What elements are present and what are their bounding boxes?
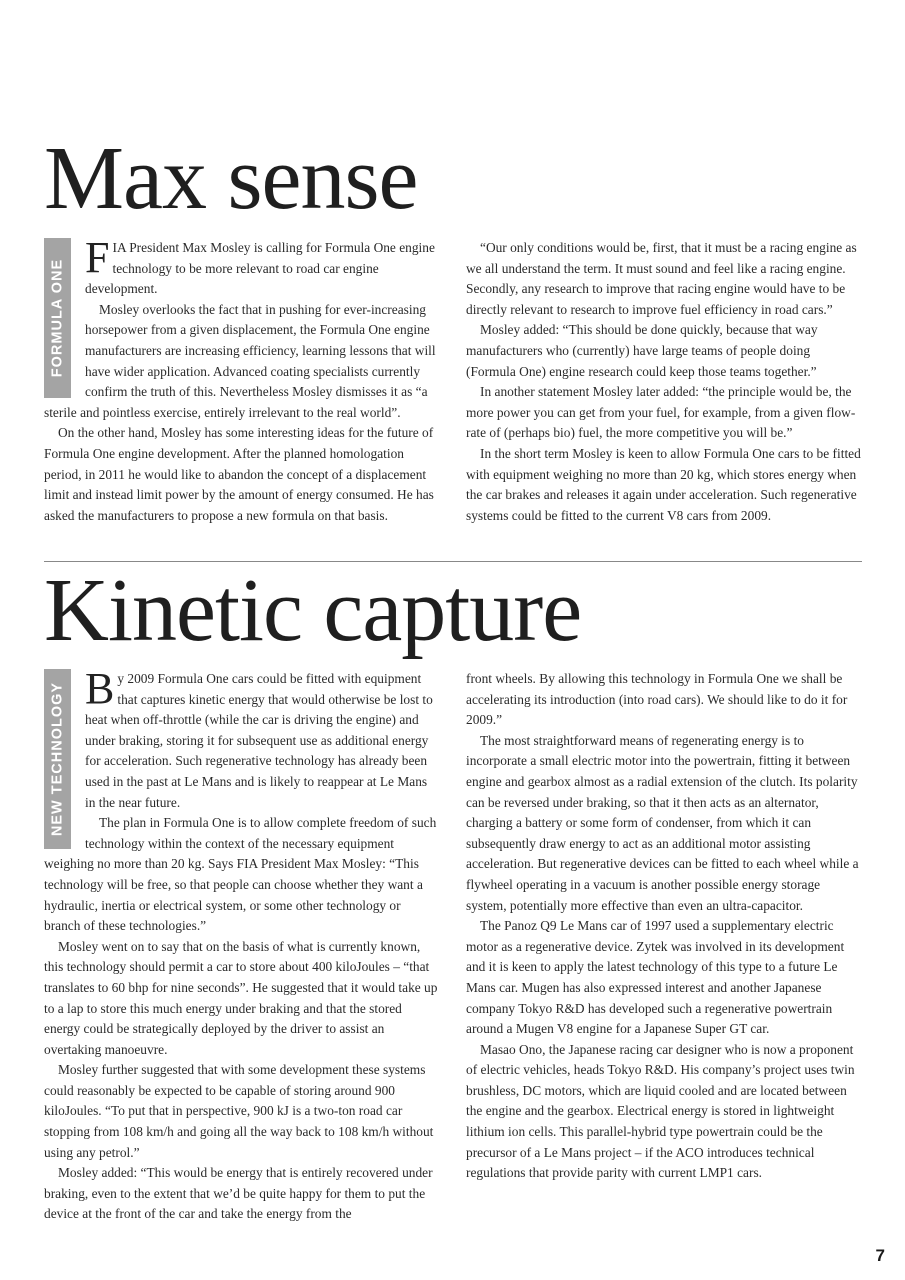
article2-left-column — [44, 664, 440, 1225]
paragraph: The most straightforward means of regenerating energy is to incorporate a small electric motor into the powertrain, fitting it between engine and gearbox almost as a radial extension of the clutch. Its polarity can be reversed under braking, so that it then acts as an alternator, charging a battery or some form of condenser, from which it can subsequently draw energy to act as an additional motor assisting acceleration. But regenerative devices can be fitted to each wheel while a flywheel operating in a vacuum is another possible energy storage system, potentially more effective than even an ultra-capacitor. — [466, 732, 859, 913]
paragraph: On the other hand, Mosley has some interesting ideas for the future of Formula One engine development. After the planned homologation period, in 2011 he would like to abandon the concept of a displacement limit and instead limit power by the amount of energy consumed. He has asked the manufacturers to propose a new formula on that basis. — [44, 425, 434, 523]
paragraph: The plan in Formula One is to allow complete freedom of such technology within the context of the necessary equipment weighing no more than 20 kg. Says FIA President Max Mosley: “This technology will be free, so that people can choose whether they want a hydraulic, inertia or electrical system, or some other technology or branch of these technologies.” — [44, 815, 437, 934]
paragraph: The Panoz Q9 Le Mans car of 1997 used a supplementary electric motor as a regenerative device. Zytek was involved in its development and it is keen to apply the latest technology of this type to a future Le Mans car. Mugen has also expressed interest and another Japanese company Tokyo R&D has developed such a regenerative powertrain around a Mugen V8 engine for a Japanese Super GT car. — [466, 918, 845, 1037]
paragraph: In the short term Mosley is keen to allow Formula One cars to be fitted with equipment weighing no more than 20 kg, which stores energy when the car brakes and releases it again under acceleration. Such regenerative systems could be fitted to the current V8 cars from 2009. — [466, 445, 861, 523]
drop-cap: F — [85, 233, 110, 282]
article1-left-column — [44, 233, 440, 526]
paragraph: front wheels. By allowing this technology in Formula One we shall be accelerating its introduction (into road cars). We should like to do it for 2009.” — [466, 671, 848, 728]
paragraph: Mosley went on to say that on the basis of what is currently known, this technology should permit a car to store about 400 kiloJoules – “that translates to 60 bhp for nine seconds”. He suggested that it would take up to a lap to store this much energy under braking and that the stored energy could be strategically deployed by the driver to assist an overtaking manoeuvre. — [44, 938, 438, 1057]
paragraph: Masao Ono, the Japanese racing car designer who is now a proponent of electric vehicles, heads Tokyo R&D. His company’s project uses twin brushless, DC motors, which are liquid cooled and are located between the engine and the gearbox. Electrical energy is stored in lightweight lithium ion cells. This parallel-hybrid type powertrain could be the precursor of a Le Mans project – if the ACO introduces technical regulations that provide parity with current LMP1 cars. — [466, 1041, 855, 1181]
paragraph: In another statement Mosley later added: “the principle would be, the more power you can get from your fuel, for example, from a given flow-rate of (perhaps bio) fuel, the more competitive you will be.” — [466, 384, 856, 441]
article1-right-column — [466, 238, 862, 526]
paragraph: “Our only conditions would be, first, that it must be a racing engine as we all understand the term. It must sound and feel like a racing engine. Secondly, any research to improve that racing engine would have to be directly relevant to research to improve fuel efficiency in road cars.” — [466, 240, 857, 317]
paragraph: Mosley further suggested that with some development these systems could reasonably be expected to be capable of storing around 900 kiloJoules. “To put that in perspective, 900 kJ is a two-ton road car stopping from 108 km/h and going all the way back to 108 km/h without using any petrol.” — [44, 1062, 434, 1160]
headline-max-sense: Max sense — [44, 129, 418, 228]
section-tag-label: FORMULA ONE — [49, 258, 66, 378]
drop-cap: B — [85, 664, 115, 713]
section-tag-label: NEW TECHNOLOGY — [49, 681, 66, 837]
paragraph: y 2009 Formula One cars could be fitted with equipment that captures kinetic energy that would otherwise be lost to heat when off-throttle (while the car is driving the engine) and under braking, storing it for subsequent use as additional energy for acceleration. Such regenerative technology has already been used in the past at Le Mans and is likely to reappear at Le Mans in the near future. — [85, 671, 433, 810]
section-tag-formula-one — [44, 238, 71, 398]
paragraph: IA President Max Mosley is calling for Formula One engine technology to be more relevant to road car engine development. — [85, 240, 435, 297]
paragraph: Mosley overlooks the fact that in pushing for ever-increasing horsepower from a given displacement, the Formula One engine manufacturers are increasing efficiency, learning lessons that will have wider application. Advanced coating specialists currently confirm the truth of this. Nevertheless Mosley dismisses it as “a sterile and pointless exercise, entirely irrelevant to the real world”. — [44, 301, 436, 420]
article2-right-column — [466, 669, 862, 1184]
page-number: 7 — [875, 1246, 885, 1265]
section-tag-new-technology — [44, 669, 71, 849]
headline-kinetic-capture: Kinetic capture — [44, 561, 582, 660]
paragraph: Mosley added: “This should be done quickly, because that way manufacturers who (currently) have large teams of people doing (Formula One) engine research could keep those teams together.” — [466, 322, 818, 379]
paragraph: Mosley added: “This would be energy that is entirely recovered under braking, even to the extent that we’d be quite happy for them to put the device at the front of the car and take the energy from the — [44, 1165, 433, 1222]
